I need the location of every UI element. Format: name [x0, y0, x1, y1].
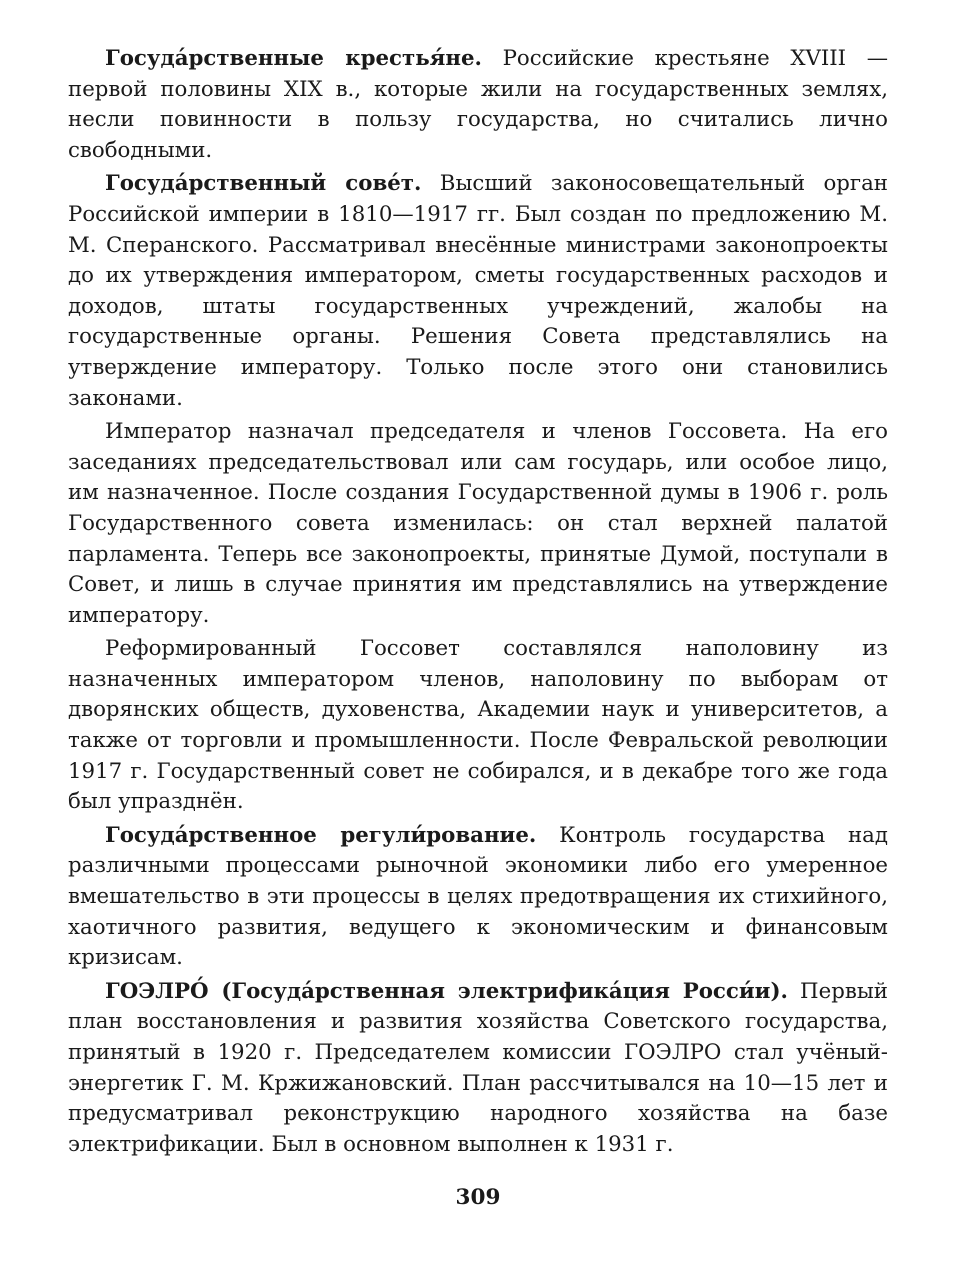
- term-state-council: Госуда́рственный сове́т.: [105, 171, 422, 197]
- definition-goelro: Первый план восстановления и развития хозяйства Советского государства, принятый в 1920 г. Председателем комиссии ГОЭЛРО стал учёный-энергетик Г. М. Кржижановский. План рассчитывался на 10—15 лет и предусматривал реконструкцию народного хозяйства на базе электрификации. Был в основном выполнен к 1931 г.: [68, 978, 888, 1157]
- term-state-peasants: Госуда́рственные крестья́не.: [105, 46, 482, 71]
- entry-state-regulation: [68, 821, 888, 974]
- entry-goelro: [68, 977, 888, 1161]
- page-number: 309: [455, 1185, 501, 1210]
- paragraph-council-composition: [68, 417, 888, 631]
- paragraph-council-reform: [68, 634, 888, 818]
- definition-state-council: Высший законосовещательный орган Российской империи в 1810—1917 гг. Был создан по предложению М. М. Сперанского. Рассматривал внесённые министрами законопроекты до их утверждения императором, сметы государственных расходов и доходов, штаты государственных учреждений, жалобы на государственные органы. Решения Совета представлялись на утверждение императору. Только после этого они становились законами.: [68, 171, 888, 411]
- term-state-regulation: Госуда́рственное регули́рование.: [105, 822, 537, 848]
- term-goelro: ГОЭЛРО́ (Госуда́рственная электрифика́ция Росси́и).: [105, 978, 788, 1004]
- definition-state-peasants: Российские крестьяне XVIII — первой половины XIX в., которые жили на государственных землях, несли повинности в пользу государства, но считались лично свободными.: [68, 46, 889, 163]
- entry-state-council: [68, 169, 888, 414]
- definition-state-regulation: Контроль государства над различными процессами рыночной экономики либо его умеренное вмешательство в эти процессы в целях предотвращения их стихийного, хаотичного развития, ведущего к экономическим и финансовым кризисам.: [68, 822, 888, 971]
- page-body: [68, 44, 888, 1163]
- entry-state-peasants: [68, 44, 888, 166]
- paragraph-council-composition-text: Император назначал председателя и членов Госсовета. На его заседаниях председательствовал или сам государь, или особое лицо, им назначенное. После создания Государственной думы в 1906 г. роль Государственного совета изменилась: он стал верхней палатой парламента. Теперь все законопроекты, принятые Думой, поступали в Совет, и лишь в случае принятия им представлялись на утверждение императору.: [68, 419, 888, 628]
- paragraph-council-reform-text: Реформированный Госсовет составлялся наполовину из назначенных императором членов, наполовину по выборам от дворянских обществ, духовенства, Академии наук и университетов, а также от торговли и промышленности. После Февральской революции 1917 г. Государственный совет не собирался, и в декабре того же года был упразднён.: [68, 636, 888, 815]
